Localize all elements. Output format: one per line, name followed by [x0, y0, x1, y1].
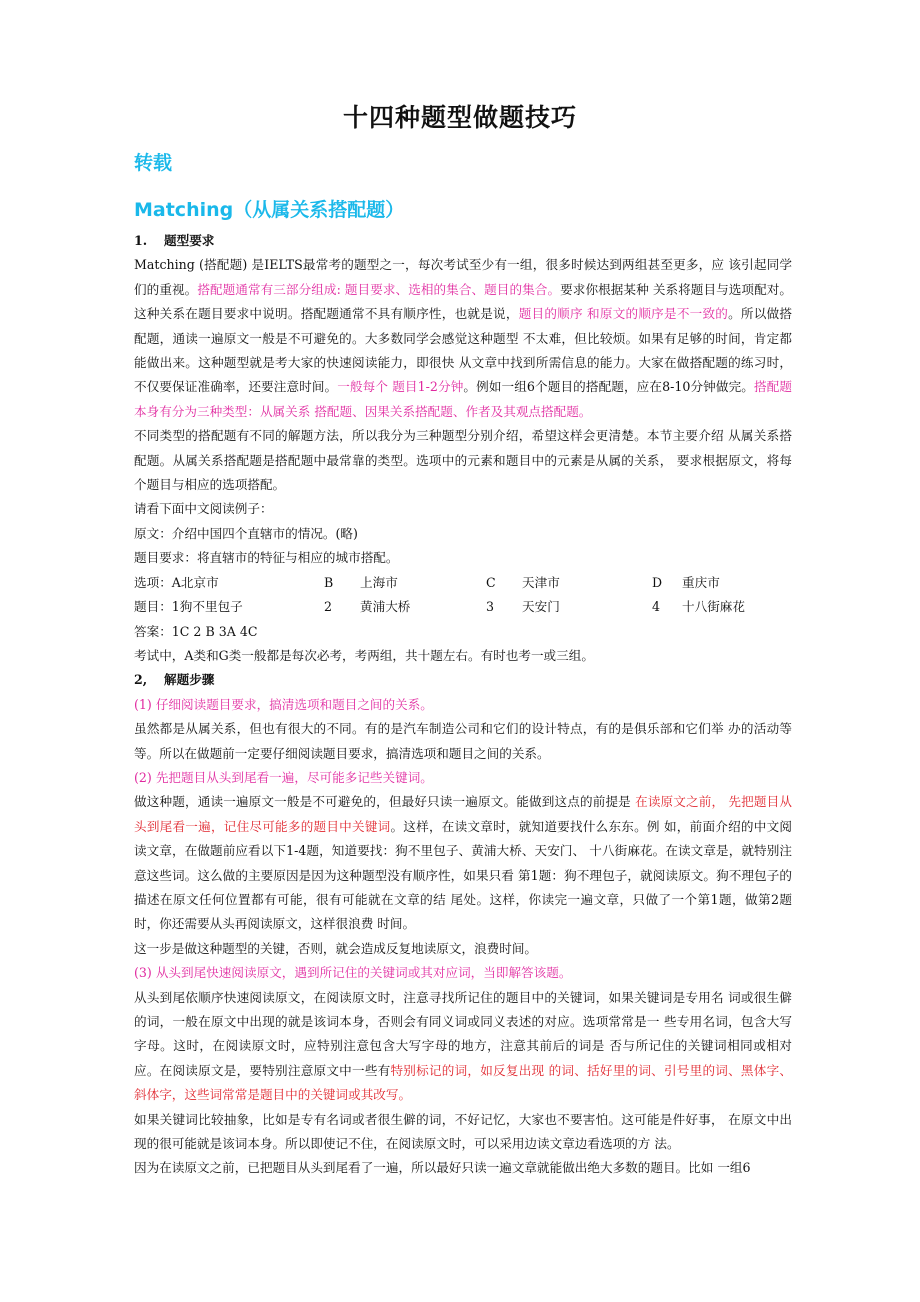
option-cell: 选项：A北京市: [134, 574, 219, 590]
section-title: Matching（从属关系搭配题）: [134, 199, 405, 221]
paragraph-read-once: 因为在读原文之前，已把题目从头到尾看了一遍，所以最好只读一遍文章就能做出绝大多数的题目。比如 一组6: [134, 1160, 751, 1176]
options-row: [134, 571, 792, 595]
paragraph-intro: [134, 253, 792, 424]
page-title: 十四种题型做题技巧: [342, 103, 577, 132]
option-cell: C: [486, 574, 496, 590]
subheading-text: 解题步骤: [164, 672, 215, 688]
item-cell: 黄浦大桥: [360, 599, 411, 615]
text-run: Matching (搭配题) 是IELTS最常考的题型之一，每次考试至少有一组，很多时候达到两组甚至更多，应 该引起同学们的重视。: [134, 257, 792, 297]
highlight-run: 一般每个 题目1-2分钟: [337, 379, 464, 395]
item-cell: 2: [324, 599, 333, 615]
highlight-run: 在读原文之前， 先把题目从头到尾看一遍，记住尽可能多的题目中关键词: [134, 794, 792, 834]
option-cell: 上海市: [360, 574, 398, 590]
text-run: 从头到尾依顺序快速阅读原文，在阅读原文时，注意寻找所记住的题目中的关键词，如果关键词是专用名 词或很生僻的词，一般在原文中出现的就是该词本身，否则会有同义词或同义表述的对应。选项常常是一 些专用名词，包含大写字母。这时，在阅读原文时，应特别注意包含大写字母的地方，注意其前后的词是 否与所记住的关键词相同或相对应。在阅读原文是，要特别注意原文中一些有: [134, 989, 792, 1078]
option-cell: D: [652, 574, 663, 590]
item-cell: 4: [652, 599, 661, 615]
paragraph-example-intro: 请看下面中文阅读例子：: [134, 501, 273, 517]
text-run: 。所以做搭配题，通读一遍原文一般是不可避免的。大多数同学会感觉这种题型 不太难，但比较烦。如果有足够的时间，肯定都能做出来。这种题型就是考大家的快速阅读能力，即很快 从文章中找到所需信息的能力。大家在做搭配题的练习时，不仅要保证准确率，还要注意时间。: [134, 306, 792, 395]
subheading-number: 1.: [134, 233, 148, 248]
subheading-2: [134, 668, 792, 692]
highlight-run: 搭配题通常有三部分组成: 题目要求、选相的集合、题目的集合。: [197, 281, 561, 297]
item-cell: 3: [486, 599, 495, 615]
text-run: 要求你根据某种 关系将题目与选项配对。这种关系在题目要求中说明。搭配题通常不具有顺序性，也就是说，: [134, 281, 793, 322]
paragraph-exam-note: 考试中，A类和G类一般都是每次必考，考两组，共十题左右。有时也考一或三组。: [134, 647, 594, 663]
highlight-run: 题目的顺序 和原文的顺序是不一致的: [518, 306, 729, 322]
repost-label: 转载: [134, 152, 173, 174]
text-run: 做这种题，通读一遍原文一般是不可避免的，但最好只读一遍原文。能做到这点的前提是: [134, 794, 636, 810]
subheading-1: [134, 229, 792, 253]
highlight-run: 特别标记的词，如反复出现 的词、括好里的词、引号里的词、黑体字、斜体字，这些词常常是题目中的关键词或其改写。: [134, 1062, 792, 1103]
paragraph-original: 原文：介绍中国四个直辖市的情况。(略): [134, 525, 358, 541]
option-cell: 天津市: [522, 574, 560, 590]
step-1-body: 虽然都是从属关系，但也有很大的不同。有的是汽车制造公司和它们的设计特点，有的是俱乐部和它们举 办的活动等等。所以在做题前一定要仔细阅读题目要求，搞清选项和题目之间的关系。: [134, 721, 792, 761]
step-2-body: [134, 790, 792, 936]
step-2-note: 这一步是做这种题型的关键，否则，就会造成反复地读原文，浪费时间。: [134, 940, 537, 956]
highlight-run: 搭配题本身有分为三种类型：从属关系 搭配题、因果关系搭配题、作者及其观点搭配题。: [134, 379, 793, 419]
text-run: 。例如一组6个题目的搭配题，应在8-10分钟做完。: [463, 379, 754, 395]
step-1-heading: (1) 仔细阅读题目要求，搞清选项和题目之间的关系。: [134, 696, 433, 712]
item-cell: 十八街麻花: [682, 599, 745, 615]
step-3-body: [134, 986, 792, 1108]
subheading-text: 题型要求: [164, 233, 215, 248]
answer-line: 答案：1C 2 B 3A 4C: [134, 623, 258, 639]
item-cell: 天安门: [522, 599, 560, 615]
text-run: 。这样，在读文章时，就知道要找什么东东。例 如，前面介绍的中文阅读文章，在做题前应看以下1-4题，知道要找：狗不里包子、黄浦大桥、天安门、 十八街麻花。在读文章是，就特别注意这些词。这么做的主要原因是因为这种题型没有顺序性，如果只看 第1题：狗不理包子，就阅读原文。狗不理包子的描述在原文任何位置都有可能，很有可能就在文章的结 尾处。这样，你读完一遍文章，只做了一个第1题，做第2题时，你还需要从头再阅读原文，这样很浪费 时间。: [134, 818, 792, 932]
paragraph-types: 不同类型的搭配题有不同的解题方法，所以我分为三种题型分别介绍，希望这样会更清楚。本节主要介绍 从属关系搭配题。从属关系搭配题是搭配题中最常靠的类型。选项中的元素和题目中的元素是从属的关系， 要求根据原文，将每个题目与相应的选项搭配。: [134, 428, 792, 493]
option-cell: 重庆市: [682, 574, 720, 590]
step-2-heading: (2) 先把题目从头到尾看一遍，尽可能多记些关键词。: [134, 769, 433, 785]
paragraph-requirement: 题目要求：将直辖市的特征与相应的城市搭配。: [134, 550, 399, 566]
step-3-heading: (3) 从头到尾快速阅读原文，遇到所记住的关键词或其对应词，当即解答该题。: [134, 965, 572, 981]
option-cell: B: [324, 574, 334, 590]
document-body: [134, 229, 792, 1181]
paragraph-abstract-keywords: 如果关键词比较抽象，比如是专有名词或者很生僻的词，不好记忆，大家也不要害怕。这可能是件好事， 在原文中出现的很可能就是该词本身。所以即使记不住，在阅读原文时，可以采用边读文章边看选项的方 法。: [134, 1111, 792, 1152]
item-cell: 题目：1狗不里包子: [134, 599, 243, 615]
items-row: [134, 595, 792, 619]
subheading-number: 2,: [134, 672, 148, 688]
